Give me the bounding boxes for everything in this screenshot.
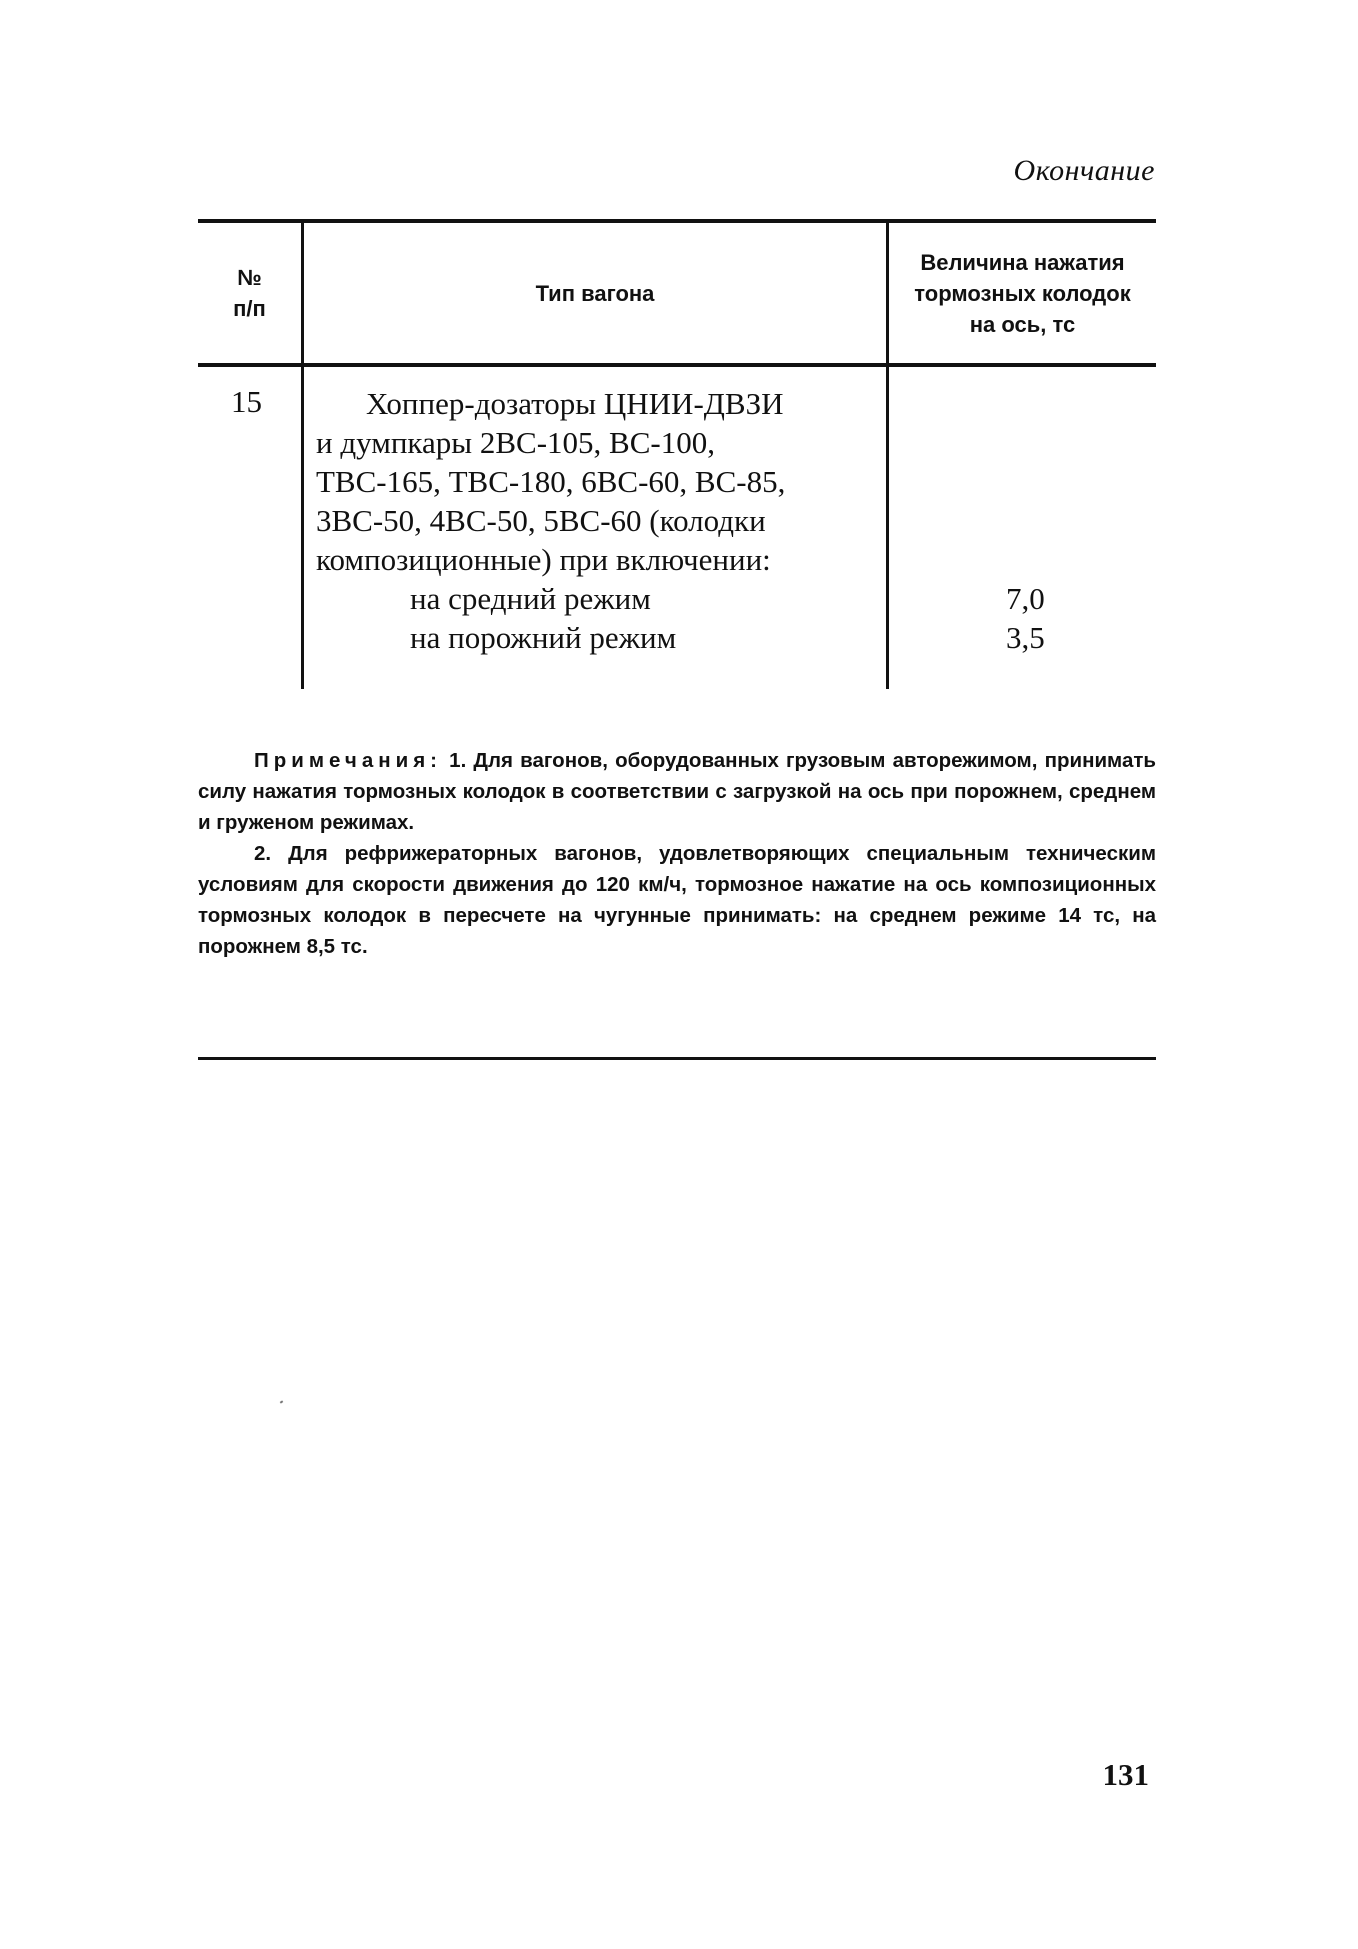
bottom-rule: [198, 1057, 1156, 1060]
continuation-label: Окончание: [1013, 154, 1155, 187]
description-line: ТВС-165, ТВС-180, 6ВС-60, ВС-85,: [316, 464, 786, 499]
notes-section: [198, 745, 1156, 962]
value-empty-mode: 3,5: [1006, 620, 1045, 655]
column-header-line: №: [237, 265, 262, 290]
note-2: 2. Для рефрижераторных вагонов, удовлетворяющих специальным техническим условиям для скорости движения до 120 км/ч, тормозное нажатие на ось композиционных тормозных колодок в пересчете на чугунные принимать: на среднем режиме 14 тс, на порожнем 8,5 тс.: [198, 842, 1156, 958]
description-line: композиционные) при включении:: [316, 542, 771, 577]
column-header-line: тормозных колодок: [914, 280, 1131, 306]
note-1-text: 1. Для вагонов, оборудованных грузовым авторежимом, принимать силу нажатия тормозных колодок в соответствии с загрузкой на ось при порожнем, среднем и груженом режимах.: [198, 749, 1156, 834]
description-line: и думпкары 2ВС-105, ВС-100,: [316, 425, 715, 460]
row-values: [1006, 384, 1045, 657]
column-header-pressure: [889, 223, 1156, 363]
description-line: на средний режим: [410, 581, 651, 616]
page-number: 131: [1102, 1757, 1149, 1792]
description-line: на порожний режим: [410, 620, 677, 655]
table-header-rule: [198, 363, 1156, 367]
column-header-line: на ось, тс: [969, 311, 1076, 337]
value-medium-mode: 7,0: [1006, 581, 1045, 616]
column-header-wagon-type: [304, 223, 886, 363]
column-header-line: Величина нажатия: [920, 249, 1125, 275]
row-description: [316, 384, 886, 657]
column-header-line: п/п: [233, 296, 266, 321]
column-header-line: Тип вагона: [535, 280, 655, 306]
row-number: 15: [231, 384, 262, 419]
description-line: 3ВС-50, 4ВС-50, 5ВС-60 (колодки: [316, 503, 766, 538]
description-line: Хоппер-дозаторы ЦНИИ-ДВЗИ: [366, 386, 784, 421]
notes-label: Примечания:: [254, 749, 442, 772]
column-header-number: [198, 223, 301, 363]
note-1: [198, 745, 1156, 838]
brake-pressure-table: [198, 219, 1156, 689]
scan-speck: [280, 1400, 284, 1403]
